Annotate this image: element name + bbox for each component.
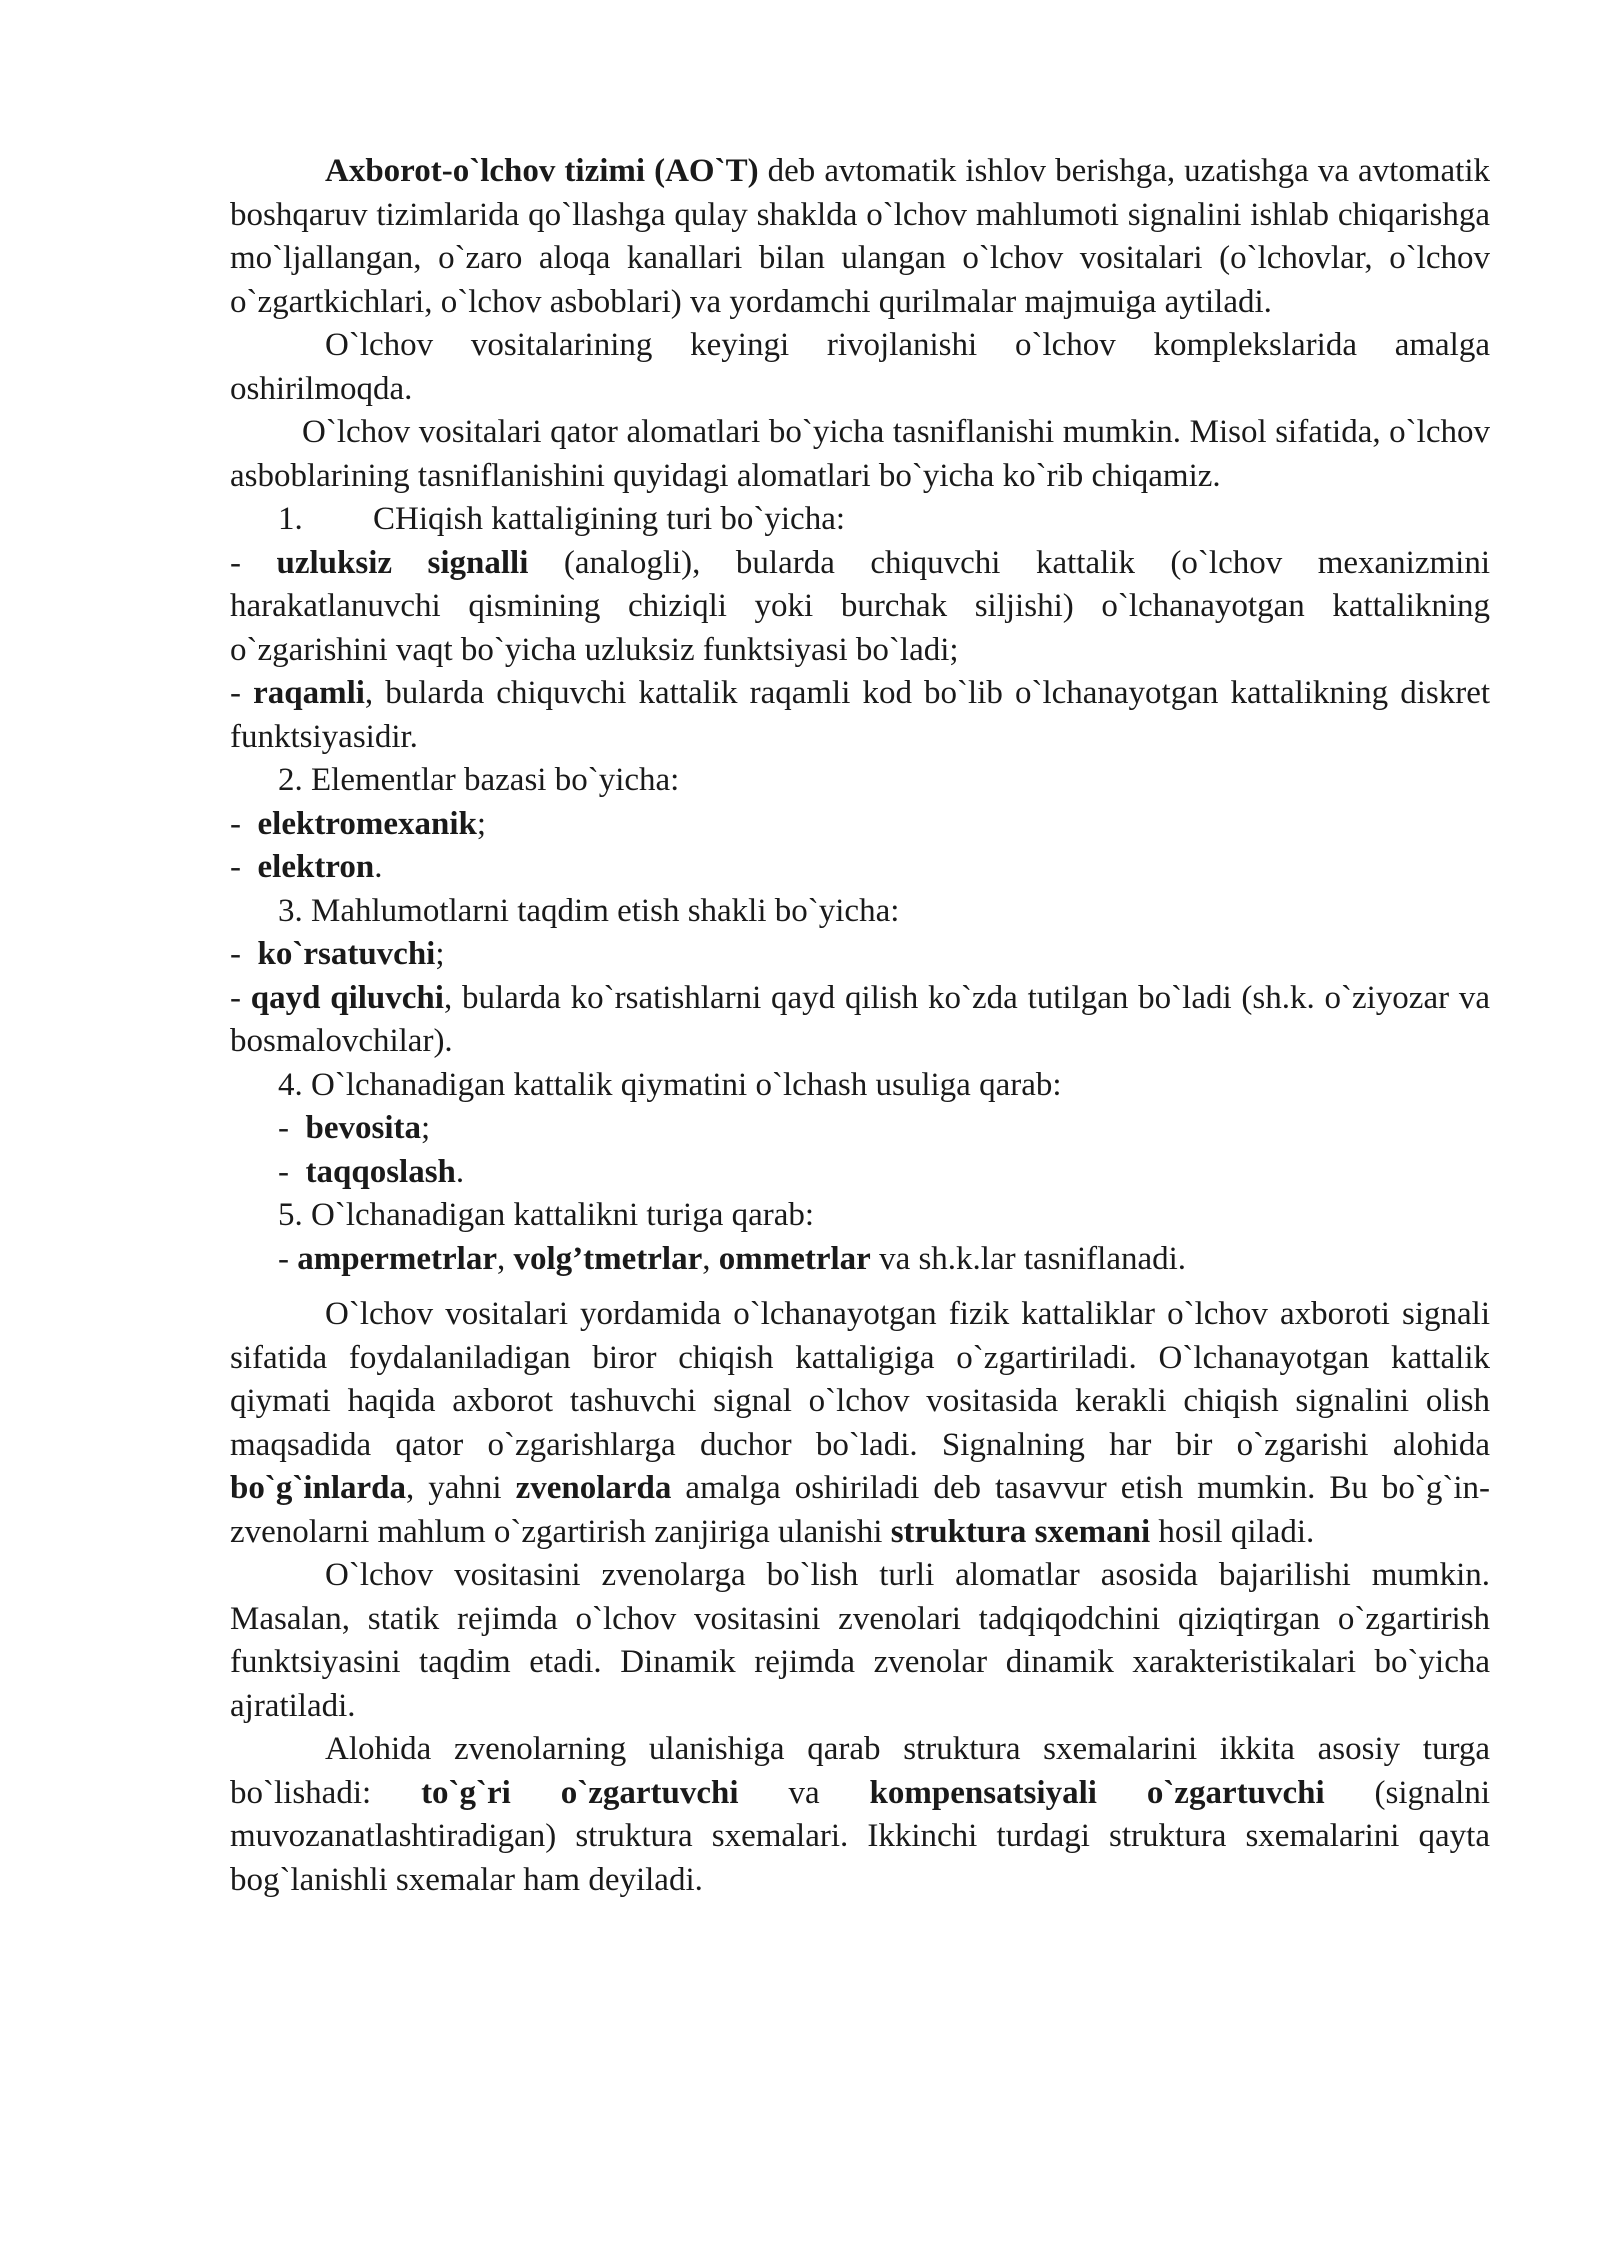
- text-span: (signalni muvozanatlashtiradigan) struktura sxemalari. Ikkinchi turdagi struktura sxemalarini qayta bog`lanishli sxemalar ham deyiladi.: [230, 1774, 1491, 1898]
- text-span: .: [455, 1153, 465, 1190]
- paragraph-aot-definition: [230, 150, 1490, 324]
- term-ammeters: ampermetrlar: [297, 1240, 497, 1277]
- list-heading-4: 4. O`lchanadigan kattalik qiymatini o`lchash usuliga qarab:: [278, 1066, 1062, 1103]
- dash: -: [278, 1153, 306, 1190]
- paragraph-scheme-types: [230, 1728, 1490, 1902]
- term-indicating: ko`rsatuvchi: [257, 936, 436, 972]
- term-links: bo`g`inlarda: [230, 1470, 407, 1506]
- term-structure-scheme: struktura sxemani: [890, 1513, 1151, 1550]
- text-span: ;: [421, 1110, 431, 1146]
- term-direct-converter: to`g`ri o`zgartuvchi: [421, 1774, 739, 1811]
- text-span: amalga oshiriladi deb tasavvur etish mumkin. Bu bo`g`in-zvenolarni mahlum o`zgartirish zanjiriga ulanishi: [230, 1470, 1490, 1550]
- list-heading-5: 5. O`lchanadigan kattalikni turiga qarab:: [278, 1197, 815, 1233]
- list-heading-1: [230, 498, 1490, 542]
- separator: ,: [702, 1240, 719, 1277]
- dash: -: [230, 936, 258, 972]
- list-number: 1.: [278, 501, 303, 537]
- dash: -: [230, 805, 258, 842]
- dash: -: [230, 675, 254, 711]
- text-span: , bularda chiquvchi kattalik raqamli kod bo`lib o`lchanayotgan kattalikning diskret funktsiyasidir.: [230, 675, 1491, 755]
- text-span: , bularda ko`rsatishlarni qayd qilish ko`zda tutilgan bo`ladi (sh.k. o`ziyozar va bosmalovchilar).: [230, 979, 1490, 1059]
- list-item-digital: [230, 672, 1490, 759]
- term-ohmmeters: ommetrlar: [718, 1240, 871, 1277]
- text-span: deb avtomatik ishlov berishga, uzatishga va avtomatik boshqaruv tizimlarida qo`llashga qulay shaklda o`lchov mahlumoti signalini ishlab chiqarishga mo`ljallangan, o`zaro aloqa kanallari bilan ulangan o`lchov vositalari (o`lchovlar, o`lchov o`zgartkichlari, o`lchov asboblari) va yordamchi qurilmalar majmuiga aytiladi.: [230, 153, 1491, 320]
- term-digital: raqamli: [253, 675, 365, 711]
- term-electronic: elektron: [257, 849, 375, 885]
- separator: ,: [496, 1240, 514, 1277]
- list-item-indicating: [230, 933, 1490, 977]
- term-comparison: taqqoslash: [305, 1153, 456, 1190]
- term-electromechanical: elektromexanik: [257, 805, 477, 842]
- list-item-instruments: [230, 1238, 1490, 1282]
- paragraph-zveno-division: O`lchov vositasini zvenolarga bo`lish turli alomatlar asosida bajarilishi mumkin. Masalan, statik rejimda o`lchov vositasini zvenolari tadqiqodchini qiziqtirgan o`zgartirish funktsiyasini taqdim etadi. Dinamik rejimda zvenolar dinamik xarakteristikalari bo`yicha ajratiladi.: [230, 1557, 1490, 1724]
- term-continuous: uzluksiz signalli: [276, 544, 529, 581]
- text-span: Alohida zvenolarning ulanishiga qarab struktura sxemalarini ikkita asosiy turga bo`lishadi:: [230, 1731, 1490, 1811]
- list-item-recording: [230, 977, 1490, 1064]
- term-recording: qayd qiluvchi: [250, 979, 444, 1016]
- text-span: va sh.k.lar tasniflanadi.: [870, 1240, 1187, 1277]
- term-direct: bevosita: [305, 1110, 421, 1146]
- list-item-electromechanical: [230, 803, 1490, 847]
- list-item-electronic: [230, 846, 1490, 890]
- list-item-continuous: [230, 542, 1490, 673]
- text-span: .: [374, 849, 383, 885]
- list-item-comparison: [230, 1151, 1490, 1195]
- dash: -: [230, 849, 258, 885]
- list-item-direct: [230, 1107, 1490, 1151]
- dash: -: [278, 1240, 298, 1277]
- dash: -: [230, 544, 277, 581]
- term-voltmeters: volg’tmetrlar: [513, 1240, 703, 1277]
- list-heading-2: 2. Elementlar bazasi bo`yicha:: [278, 762, 680, 798]
- term-compensation-converter: kompensatsiyali o`zgartuvchi: [869, 1774, 1325, 1811]
- paragraph-development: O`lchov vositalarining keyingi rivojlanishi o`lchov komplekslarida amalga oshirilmoqda.: [230, 327, 1490, 407]
- list-heading-3: 3. Mahlumotlarni taqdim etish shakli bo`yicha:: [278, 892, 900, 929]
- dash: -: [278, 1110, 306, 1146]
- text-span: va: [738, 1774, 870, 1811]
- term-zvenos: zvenolarda: [515, 1470, 672, 1506]
- term-aot: Axborot-o`lchov tizimi (AO`T): [325, 153, 759, 189]
- document-page: [230, 150, 1490, 1902]
- text-span: ;: [476, 805, 487, 842]
- list-heading-text: CHiqish kattaligining turi bo`yicha:: [373, 501, 846, 537]
- text-span: , yahni: [406, 1470, 516, 1506]
- text-span: O`lchov vositalari yordamida o`lchanayotgan fizik kattaliklar o`lchov axboroti signali sifatida foydalaniladigan biror chiqish kattaligiga o`zgartiriladi. O`lchanayotgan kattalik qiymati haqida axborot tashuvchi signal o`lchov vositasida kerakli chiqish signalini olish maqsadida qator o`zgarishlarga duchor bo`ladi. Signalning har bir o`zgarishi alohida: [230, 1296, 1490, 1463]
- text-span: ;: [435, 936, 445, 972]
- text-span: (analogli), bularda chiquvchi kattalik (o`lchov mexanizmini harakatlanuvchi qismining chiziqli yoki burchak siljishi) o`lchanayotgan kattalikning o`zgarishini vaqt bo`yicha uzluksiz funktsiyasi bo`ladi;: [230, 544, 1490, 668]
- paragraph-classification-intro: O`lchov vositalari qator alomatlari bo`yicha tasniflanishi mumkin. Misol sifatida, o`lchov asboblarining tasniflanishini quyidagi alomatlari bo`yicha ko`rib chiqamiz.: [230, 414, 1490, 494]
- dash: -: [230, 979, 251, 1016]
- text-span: hosil qiladi.: [1150, 1513, 1315, 1550]
- paragraph-signal-conversion: [230, 1293, 1490, 1554]
